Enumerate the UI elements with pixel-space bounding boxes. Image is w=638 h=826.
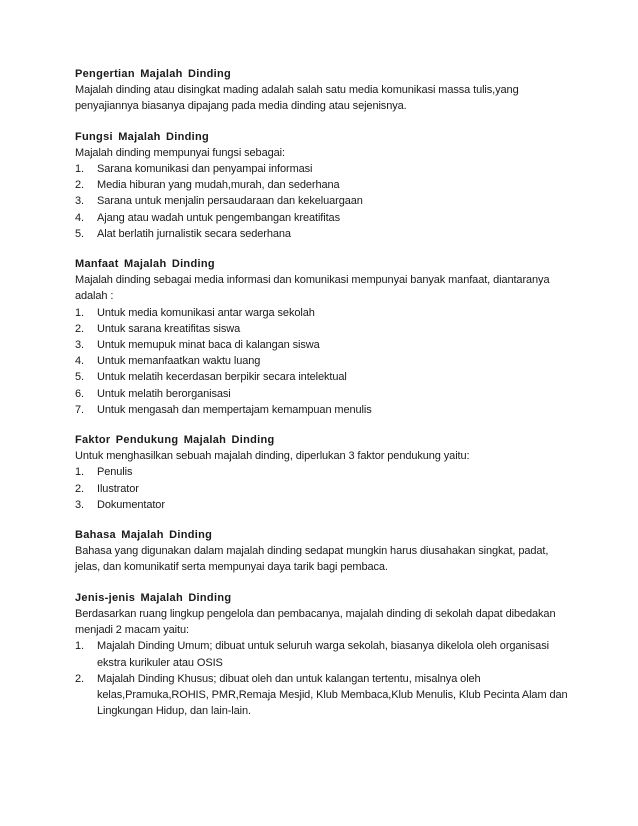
section-faktor-pendukung — [75, 432, 575, 513]
list-item-text: Untuk media komunikasi antar warga sekolah — [97, 306, 315, 319]
list-item-text: Sarana komunikasi dan penyampai informasi — [97, 163, 313, 176]
list-number: 2. — [75, 672, 84, 685]
section-paragraph: Untuk menghasilkan sebuah majalah dinding, diperlukan 3 faktor pendukung yaitu: — [75, 450, 470, 463]
list-item — [75, 193, 575, 209]
section-paragraph: Berdasarkan ruang lingkup pengelola dan pembacanya, majalah dinding di sekolah dapat dibedakan menjadi 2 macam yaitu: — [75, 607, 556, 637]
list-number: 2. — [75, 179, 84, 192]
list-item — [75, 671, 575, 720]
list-item — [75, 402, 575, 418]
list-item-text: Alat berlatih jurnalistik secara sederhana — [97, 227, 291, 240]
list-item — [75, 177, 575, 193]
section-paragraph: Majalah dinding atau disingkat mading adalah salah satu media komunikasi massa tulis,yang penyajiannya biasanya dipajang pada media dinding atau sejenisnya. — [75, 84, 519, 113]
list-number: 3. — [75, 339, 84, 352]
list-item-text: Untuk memanfaatkan waktu luang — [97, 355, 261, 368]
list-item — [75, 161, 575, 177]
section-fungsi — [75, 129, 575, 242]
numbered-list — [75, 305, 575, 418]
list-item — [75, 481, 575, 497]
list-item-text: Untuk mengasah dan mempertajam kemampuan menulis — [97, 403, 372, 416]
section-heading: Jenis-jenis Majalah Dinding — [75, 591, 232, 604]
list-number: 2. — [75, 482, 84, 495]
list-item-text: Ilustrator — [97, 482, 139, 495]
section-paragraph: Majalah dinding sebagai media informasi dan komunikasi mempunyai banyak manfaat, diantaranya adalah : — [75, 274, 550, 303]
list-item — [75, 210, 575, 226]
list-number: 1. — [75, 163, 84, 176]
list-item — [75, 337, 575, 353]
section-paragraph: Majalah dinding mempunyai fungsi sebagai: — [75, 146, 285, 159]
list-item-text: Untuk sarana kreatifitas siswa — [97, 322, 241, 335]
list-item — [75, 464, 575, 480]
section-manfaat — [75, 256, 575, 418]
section-heading: Bahasa Majalah Dinding — [75, 529, 213, 542]
list-number: 1. — [75, 466, 84, 479]
list-number: 5. — [75, 371, 84, 384]
list-number: 4. — [75, 211, 84, 224]
list-number: 6. — [75, 387, 84, 400]
list-item — [75, 353, 575, 369]
section-pengertian — [75, 66, 575, 115]
list-item-text: Majalah Dinding Umum; dibuat untuk seluruh warga sekolah, biasanya dikelola oleh organisasi ekstra kurikuler atau OSIS — [97, 640, 549, 669]
section-heading: Fungsi Majalah Dinding — [75, 130, 210, 143]
section-heading: Faktor Pendukung Majalah Dinding — [75, 434, 275, 447]
numbered-list — [75, 464, 575, 513]
section-heading: Pengertian Majalah Dinding — [75, 68, 232, 80]
list-number: 2. — [75, 322, 84, 335]
section-bahasa — [75, 527, 575, 576]
list-number: 5. — [75, 227, 84, 240]
section-heading: Manfaat Majalah Dinding — [75, 258, 215, 271]
list-item-text: Penulis — [97, 466, 133, 479]
list-item-text: Majalah Dinding Khusus; dibuat oleh dan untuk kalangan tertentu, misalnya oleh kelas,Pramuka,ROHIS, PMR,Remaja Mesjid, Klub Membaca,Klub Menulis, Klub Pecinta Alam dan Lingkungan Hidup, dan lain-lain. — [97, 672, 568, 718]
list-number: 7. — [75, 403, 84, 416]
document-page — [75, 66, 575, 733]
section-jenis-jenis — [75, 590, 575, 720]
list-item-text: Untuk melatih berorganisasi — [97, 387, 231, 400]
list-item-text: Sarana untuk menjalin persaudaraan dan kekeluargaan — [97, 195, 363, 208]
list-number: 4. — [75, 355, 84, 368]
list-item — [75, 369, 575, 385]
numbered-list — [75, 638, 575, 719]
list-item-text: Untuk memupuk minat baca di kalangan siswa — [97, 339, 320, 352]
list-item — [75, 321, 575, 337]
list-number: 1. — [75, 306, 84, 319]
numbered-list — [75, 161, 575, 242]
section-paragraph: Bahasa yang digunakan dalam majalah dinding sedapat mungkin harus diusahakan singkat, padat, jelas, dan komunikatif serta mempunyai daya tarik bagi pembaca. — [75, 545, 549, 574]
list-number: 3. — [75, 195, 84, 208]
list-number: 1. — [75, 640, 84, 653]
list-item-text: Ajang atau wadah untuk pengembangan kreatifitas — [97, 211, 340, 224]
list-item — [75, 386, 575, 402]
list-item-text: Untuk melatih kecerdasan berpikir secara intelektual — [97, 371, 347, 384]
list-item — [75, 305, 575, 321]
list-item-text: Media hiburan yang mudah,murah, dan sederhana — [97, 179, 340, 192]
list-item — [75, 638, 575, 670]
list-item — [75, 497, 575, 513]
list-number: 3. — [75, 498, 84, 511]
list-item — [75, 226, 575, 242]
list-item-text: Dokumentator — [97, 498, 165, 511]
